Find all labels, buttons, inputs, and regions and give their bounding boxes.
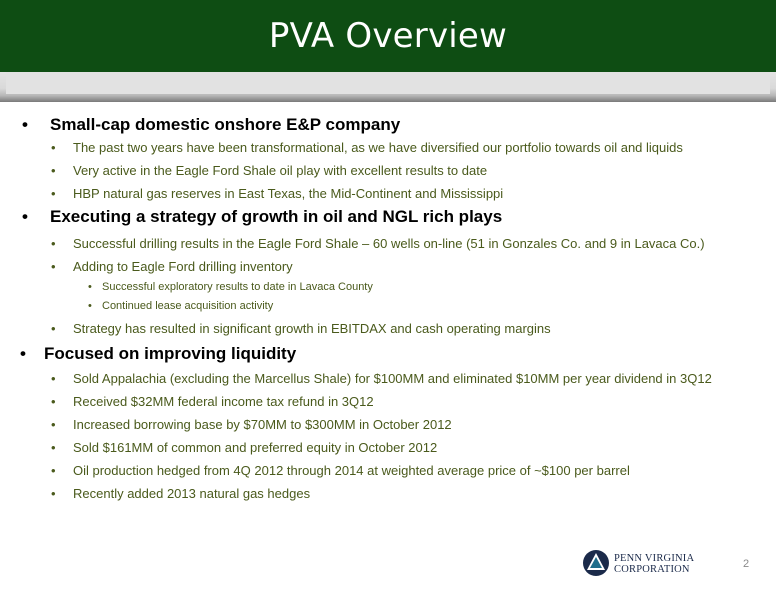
sub-list-item-text: Continued lease acquisition activity	[102, 300, 274, 312]
bullet-icon: •	[51, 163, 56, 178]
bullet-icon: •	[88, 300, 92, 312]
bullet-icon: •	[22, 115, 28, 134]
list-item-text: The past two years have been transformational, as we have diversified our portfolio towards oil and liquids	[73, 140, 683, 155]
page-number: 2	[743, 558, 750, 570]
logo-wordmark	[614, 553, 694, 575]
bullet-icon: •	[22, 207, 28, 226]
list-item-text: Received $32MM federal income tax refund in 3Q12	[73, 394, 374, 409]
bullet-icon: •	[51, 186, 56, 201]
list-item-text: Increased borrowing base by $70MM to $300MM in October 2012	[73, 417, 452, 432]
list-item-text: Oil production hedged from 4Q 2012 through 2014 at weighted average price of ~$100 per barrel	[73, 463, 630, 478]
list-item-text: Adding to Eagle Ford drilling inventory	[73, 259, 293, 274]
company-logo	[582, 549, 702, 579]
slide-title: PVA Overview	[268, 16, 508, 56]
sub-list-item-text: Successful exploratory results to date in Lavaca County	[102, 281, 373, 293]
list-item-text: Strategy has resulted in significant growth in EBITDAX and cash operating margins	[73, 321, 551, 336]
bullet-icon: •	[88, 281, 92, 293]
bullet-icon: •	[20, 344, 26, 363]
list-item-text: Successful drilling results in the Eagle Ford Shale – 60 wells on-line (51 in Gonzales Co. and 9 in Lavaca Co.)	[73, 236, 705, 251]
list-item-text: Very active in the Eagle Ford Shale oil play with excellent results to date	[73, 163, 488, 178]
bullet-icon: •	[51, 417, 56, 432]
list-item-text: Sold Appalachia (excluding the Marcellus Shale) for $100MM and eliminated $10MM per year dividend in 3Q12	[73, 371, 712, 386]
bullet-icon: •	[51, 236, 56, 251]
bullet-icon: •	[51, 463, 56, 478]
bullet-icon: •	[51, 394, 56, 409]
logo-line-2: CORPORATION	[614, 564, 690, 575]
bullet-icon: •	[51, 440, 56, 455]
list-item-text: Recently added 2013 natural gas hedges	[73, 486, 311, 501]
title-bar	[0, 0, 776, 72]
header-divider-band	[0, 72, 776, 102]
bullet-icon: •	[51, 371, 56, 386]
section-heading-text: Focused on improving liquidity	[44, 344, 297, 363]
section-heading-text: Small-cap domestic onshore E&P company	[50, 115, 401, 134]
section-heading-text: Executing a strategy of growth in oil and NGL rich plays	[50, 207, 503, 226]
list-item-text: HBP natural gas reserves in East Texas, the Mid-Continent and Mississippi	[73, 186, 504, 201]
bullet-icon: •	[51, 259, 56, 274]
header-divider-inner	[6, 72, 770, 94]
logo-emblem-icon	[582, 549, 610, 577]
list-item-text: Sold $161MM of common and preferred equity in October 2012	[73, 440, 438, 455]
bullet-icon: •	[51, 140, 56, 155]
logo-line-1: PENN VIRGINIA	[614, 553, 695, 564]
bullet-icon: •	[51, 486, 56, 501]
bullet-icon: •	[51, 321, 56, 336]
